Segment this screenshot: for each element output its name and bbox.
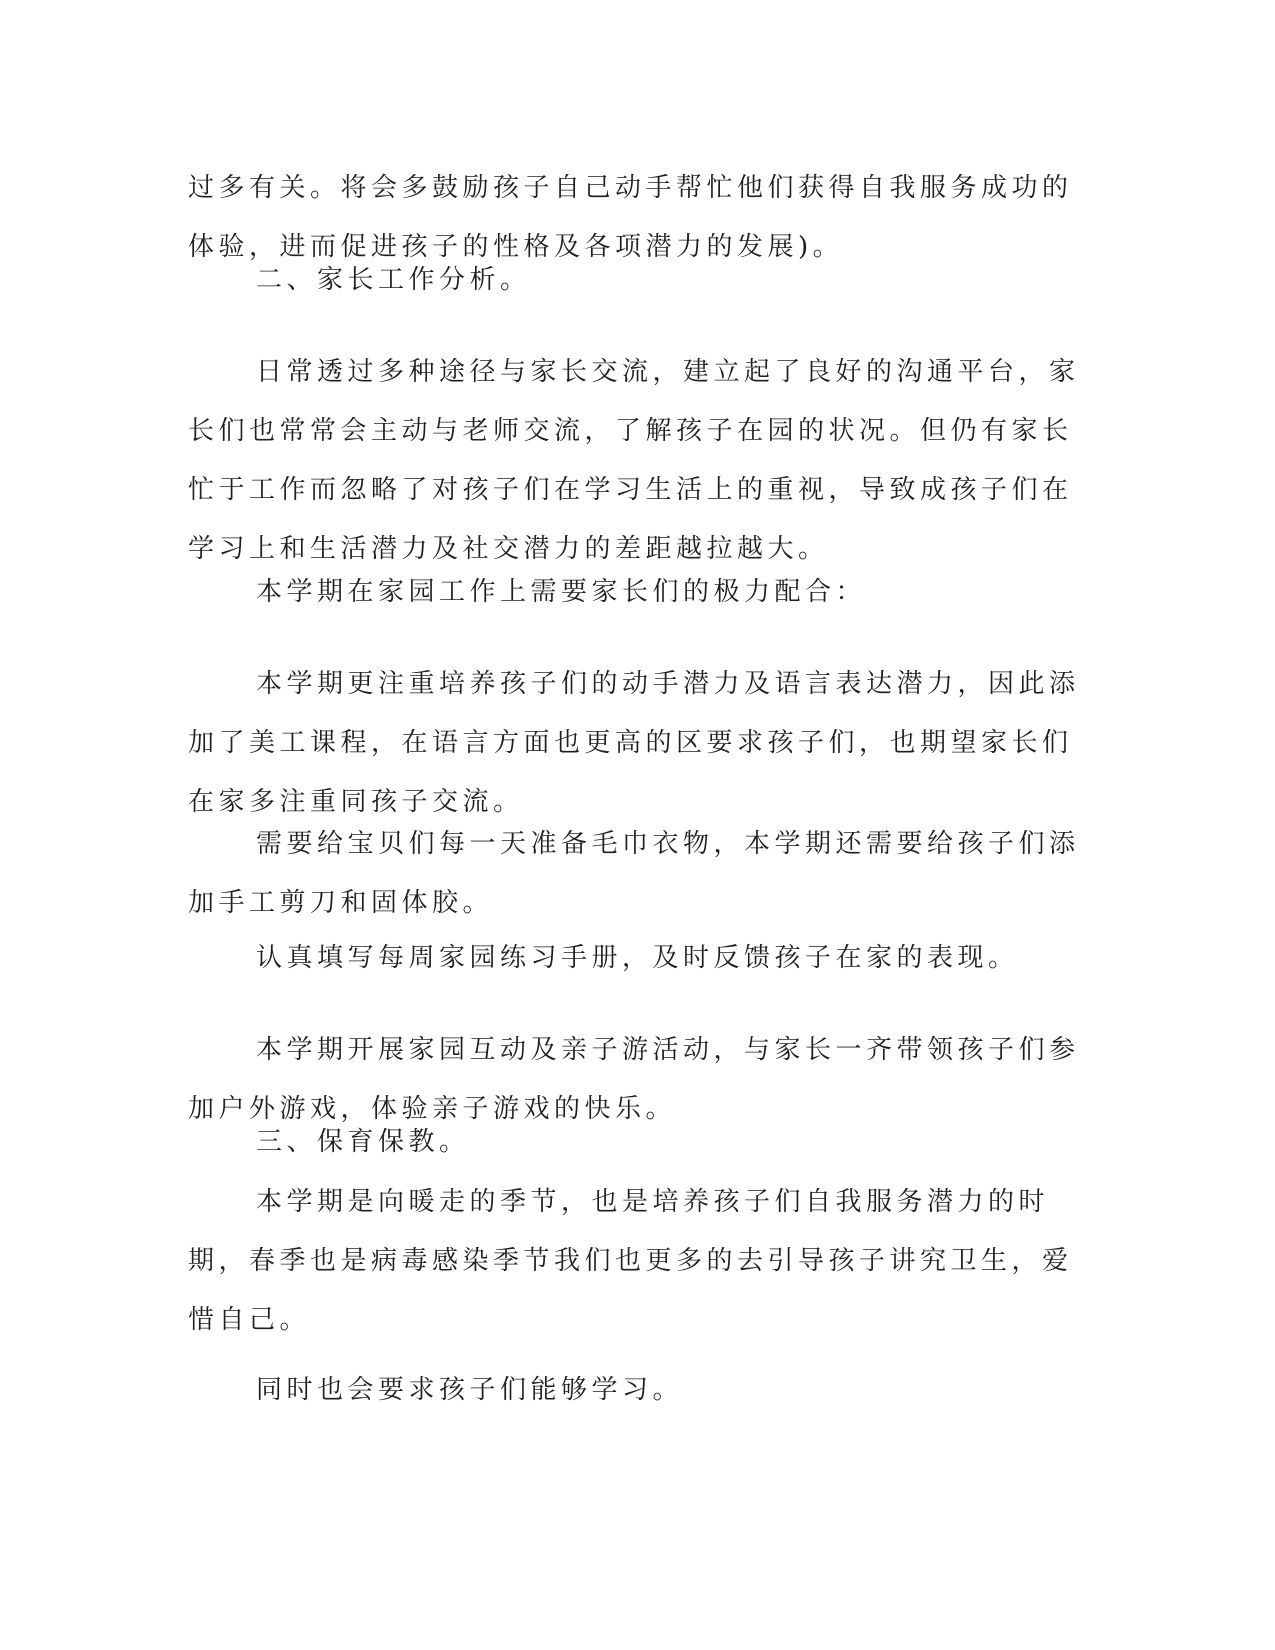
paragraph-spring-hygiene: 本学期是向暖走的季节，也是培养孩子们自我服务潜力的时期，春季也是病毒感染季节我们也更多的去引导孩子讲究卫生，爱惜自己。 bbox=[188, 1187, 1073, 1335]
section-heading-childcare: 三、保育保教。 bbox=[256, 1127, 470, 1157]
paragraph-parent-cooperation: 本学期在家园工作上需要家长们的极力配合： bbox=[256, 577, 867, 607]
section-heading-parent-work: 二、家长工作分析。 bbox=[256, 265, 531, 295]
paragraph-parent-communication: 日常透过多种途径与家长交流，建立起了良好的沟通平台，家长们也常常会主动与老师交流，了解孩子在园的状况。但仍有家长忙于工作而忽略了对孩子们在学习生活上的重视，导致成孩子们在学习上和生活潜力及社交潜力的差距越拉越大。 bbox=[188, 357, 1080, 564]
paragraph-practice-handbook: 认真填写每周家园练习手册，及时反馈孩子在家的表现。 bbox=[256, 943, 1019, 973]
paragraph-learning: 同时也会要求孩子们能够学习。 bbox=[256, 1375, 684, 1405]
paragraph-skill-training: 本学期更注重培养孩子们的动手潜力及语言表达潜力，因此添加了美工课程，在语言方面也更高的区要求孩子们，也期望家长们在家多注重同孩子交流。 bbox=[188, 669, 1080, 817]
paragraph-supplies: 需要给宝贝们每一天准备毛巾衣物，本学期还需要给孩子们添加手工剪刀和固体胶。 bbox=[188, 829, 1080, 918]
paragraph-parent-child-activity: 本学期开展家园互动及亲子游活动，与家长一齐带领孩子们参加户外游戏，体验亲子游戏的快乐。 bbox=[188, 1035, 1080, 1124]
paragraph-continued-text: 过多有关。将会多鼓励孩子自己动手帮忙他们获得自我服务成功的体验，进而促进孩子的性格及各项潜力的发展)。 bbox=[188, 173, 1073, 262]
